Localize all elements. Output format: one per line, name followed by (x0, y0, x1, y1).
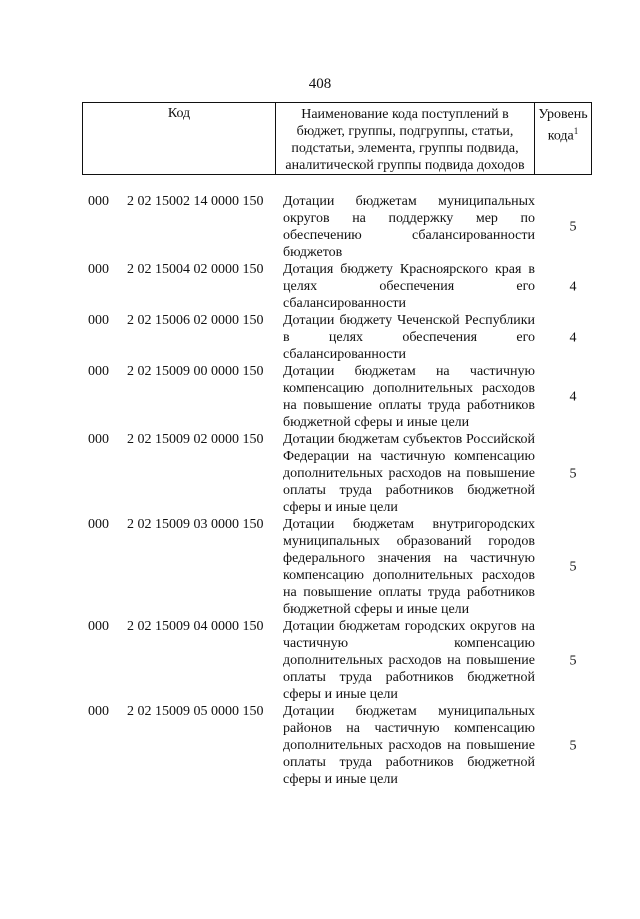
revenue-name: Дотации бюджетам субъектов Российской Федерации на частичную компенсацию дополнительных расходов на повышение оплаты труда работников бюджетной сферы и иные цели (283, 432, 535, 515)
code-prefix: 000 (88, 313, 109, 328)
footnote-marker: 1 (573, 126, 579, 136)
revenue-code: 2 02 15009 04 0000 150 (127, 619, 264, 634)
code-prefix: 000 (88, 262, 109, 277)
header-level-cell (535, 103, 592, 175)
code-level: 5 (569, 738, 577, 753)
revenue-code: 2 02 15009 03 0000 150 (127, 517, 264, 532)
revenue-name: Дотации бюджетам городских округов на частичную компенсацию дополнительных расходов на повышение оплаты труда работников бюджетной сферы и иные цели (283, 619, 535, 702)
code-prefix: 000 (88, 364, 109, 379)
table-row (0, 516, 640, 618)
page-number: 408 (308, 76, 332, 92)
table-row (0, 703, 640, 788)
table-row (0, 618, 640, 703)
header-code: Код (83, 103, 276, 175)
revenue-name: Дотации бюджетам муниципальных округов на поддержку мер по обеспечению сбалансированности бюджетов (283, 194, 535, 260)
header-name: Наименование кода поступлений в бюджет, группы, подгруппы, статьи, подстатьи, элемента, группы подвида, аналитической группы подвида доходов (276, 103, 535, 175)
revenue-name: Дотации бюджетам внутригородских муниципальных образований городов федерального значения на частичную компенсацию дополнительных расходов на повышение оплаты труда работников бюджетной сферы и иные цели (283, 517, 535, 617)
code-prefix: 000 (88, 619, 109, 634)
revenue-code: 2 02 15009 00 0000 150 (127, 364, 264, 379)
table-header (82, 102, 592, 175)
table-row (0, 312, 640, 363)
revenue-name: Дотации бюджетам муниципальных районов на частичную компенсацию дополнительных расходов на повышение оплаты труда работников бюджетной сферы и иные цели (283, 704, 535, 787)
revenue-name: Дотации бюджетам на частичную компенсацию дополнительных расходов на повышение оплаты труда работников бюджетной сферы и иные цели (283, 364, 535, 430)
revenue-code: 2 02 15004 02 0000 150 (127, 262, 264, 277)
code-level: 4 (569, 279, 577, 294)
revenue-code: 2 02 15009 05 0000 150 (127, 704, 264, 719)
code-level: 4 (569, 389, 577, 405)
code-prefix: 000 (88, 432, 109, 447)
code-prefix: 000 (88, 704, 109, 719)
revenue-name: Дотации бюджету Чеченской Республики в целях обеспечения его сбалансированности (283, 313, 535, 362)
code-prefix: 000 (88, 517, 109, 532)
revenue-code: 2 02 15009 02 0000 150 (127, 432, 264, 447)
table-row (0, 193, 640, 261)
code-level: 4 (569, 330, 577, 345)
code-level: 5 (569, 219, 577, 235)
code-level: 5 (569, 559, 577, 575)
revenue-code: 2 02 15002 14 0000 150 (127, 194, 264, 209)
table-body (0, 193, 640, 788)
revenue-name: Дотация бюджету Красноярского края в целях обеспечения его сбалансированности (283, 262, 535, 311)
code-level: 5 (569, 653, 577, 668)
code-level: 5 (569, 466, 577, 481)
revenue-code: 2 02 15006 02 0000 150 (127, 313, 264, 328)
table-row (0, 363, 640, 431)
table-row (0, 261, 640, 312)
table-row (0, 431, 640, 516)
header-level: Уровень кода (538, 107, 588, 144)
code-prefix: 000 (88, 194, 109, 209)
